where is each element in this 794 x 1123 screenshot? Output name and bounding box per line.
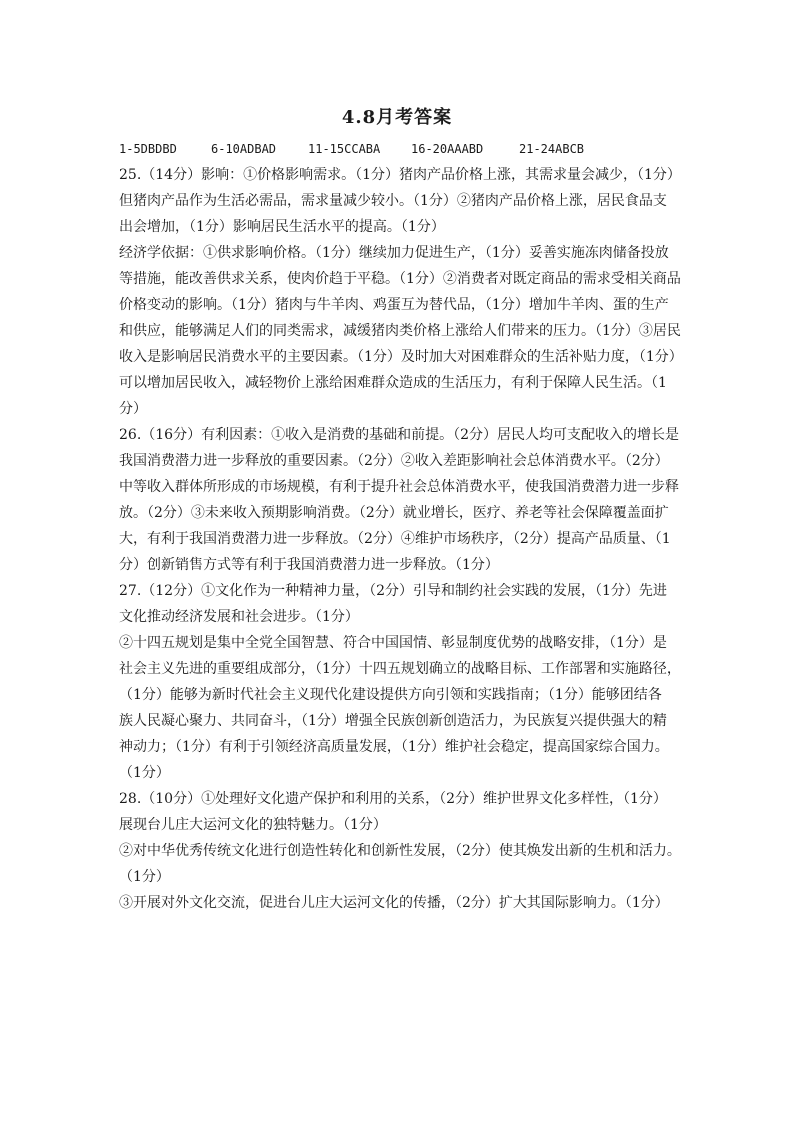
text-line: （1分）: [119, 869, 170, 885]
text-line: 但猪肉产品作为生活必需品，需求量减少较小。（1分）②猪肉产品价格上涨，居民食品支: [119, 193, 667, 209]
text-line: 25.（14分）影响：①价格影响需求。（1分）猪肉产品价格上涨，其需求量会减少，（1分）: [119, 167, 681, 183]
answer-group-3: 11-15CCABA: [308, 142, 381, 156]
text-line: 社会主义先进的重要组成部分，（1分）十四五规划确立的战略目标、工作部署和实施路径，: [119, 661, 681, 677]
text-line: 26.（16分）有利因素：①收入是消费的基础和前提。（2分）居民人均可支配收入的增长是: [119, 427, 679, 443]
text-line: 族人民凝心聚力、共同奋斗，（1分）增强全民族创新创造活力，为民族复兴提供强大的精: [119, 713, 667, 729]
text-line: 放。（2分）③未来收入预期影响消费。（2分）就业增长，医疗、养老等社会保障覆盖面扩: [119, 505, 669, 521]
text-line: 出会增加，（1分）影响居民生活水平的提高。（1分）: [119, 219, 445, 235]
text-line: ③开展对外文化交流，促进台儿庄大运河文化的传播，（2分）扩大其国际影响力。（1分）: [119, 895, 669, 911]
text-line: 经济学依据：①供求影响价格。（1分）继续加力促进生产，（1分）妥善实施冻肉储备投放: [119, 245, 669, 261]
text-line: 大，有利于我国消费潜力进一步释放。（2分）④维护市场秩序，（2分）提高产品质量、（1: [119, 531, 671, 547]
text-line: ②对中华优秀传统文化进行创造性转化和创新性发展，（2分）使其焕发出新的生机和活力。: [119, 843, 681, 859]
text-line: 中等收入群体所形成的市场规模，有利于提升社会总体消费水平，使我国消费潜力进一步释: [119, 479, 679, 495]
multiple-choice-answers: [119, 136, 699, 162]
text-line: 28.（10分）①处理好文化遗产保护和利用的关系，（2分）维护世界文化多样性，（1分）: [119, 791, 667, 807]
text-line: 文化推动经济发展和社会进步。（1分）: [119, 609, 359, 625]
answer-content: [119, 136, 699, 916]
answer-group-5: 21-24ABCB: [519, 142, 585, 156]
text-line: 收入是影响居民消费水平的主要因素。（1分）及时加大对困难群众的生活补贴力度，（1分）: [119, 349, 683, 365]
answer-group-4: 16-20AAABD: [411, 142, 484, 156]
text-line: 27.（12分）①文化作为一种精神力量，（2分）引导和制约社会实践的发展，（1分）先进: [119, 583, 667, 599]
answer-group-1: 1-5DBDBD: [119, 142, 177, 156]
text-line: 分）创新销售方式等有利于我国消费潜力进一步释放。（1分）: [119, 557, 499, 573]
answer-group-2: 6-10ADBAD: [211, 142, 277, 156]
text-line: 分）: [119, 401, 147, 417]
text-line: 和供应，能够满足人们的同类需求，减缓猪肉类价格上涨给人们带来的压力。（1分）③居民: [119, 323, 681, 339]
answer-text-block: [119, 162, 699, 916]
text-line: 价格变动的影响。（1分）猪肉与牛羊肉、鸡蛋互为替代品，（1分）增加牛羊肉、蛋的生产: [119, 297, 669, 313]
page-title: 4.8月考答案: [341, 107, 453, 128]
text-line: 我国消费潜力进一步释放的重要因素。（2分）②收入差距影响社会总体消费水平。（2分）: [119, 453, 669, 469]
text-line: 神动力；（1分）有利于引领经济高质量发展，（1分）维护社会稳定，提高国家综合国力。: [119, 739, 669, 755]
text-line: 展现台儿庄大运河文化的独特魅力。（1分）: [119, 817, 387, 833]
text-line: ②十四五规划是集中全党全国智慧、符合中国国情、彰显制度优势的战略安排，（1分）是: [119, 635, 667, 651]
text-line: 等措施，能改善供求关系，使肉价趋于平稳。（1分）②消费者对既定商品的需求受相关商品: [119, 271, 681, 287]
text-line: （1分）: [119, 765, 170, 781]
text-line: （1分）能够为新时代社会主义现代化建设提供方向引领和实践指南；（1分）能够团结各: [119, 687, 662, 703]
text-line: 可以增加居民收入，减轻物价上涨给困难群众造成的生活压力，有利于保障人民生活。（1: [119, 375, 667, 391]
